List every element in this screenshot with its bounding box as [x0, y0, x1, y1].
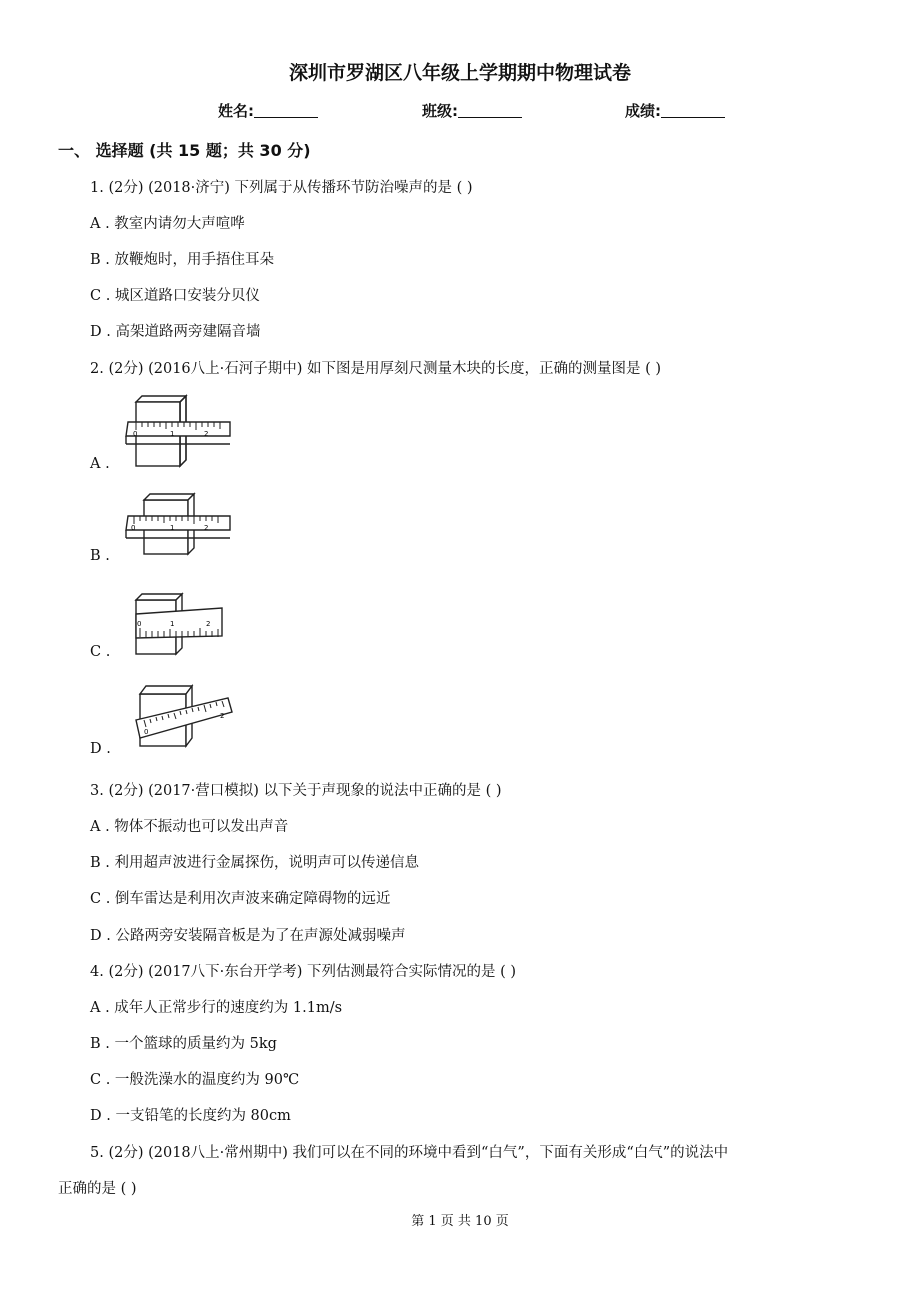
question-3-option-b[interactable]: B . 利用超声波进行金属探伤，说明声可以传递信息 — [90, 855, 419, 871]
question-2-stem: 2. (2分) (2016八上·石河子期中) 如下图是用厚刻尺测量木块的长度，正确的测量图是 ( ) — [90, 361, 662, 377]
section-heading: 一、 选择题 (共 15 题；共 30 分) — [58, 141, 311, 160]
question-3-stem: 3. (2分) (2017·营口模拟) 以下关于声现象的说法中正确的是 ( ) — [90, 783, 502, 799]
tick-label: 0 — [131, 524, 136, 532]
question-1-stem: 1. (2分) (2018·济宁) 下列属于从传播环节防治噪声的是 ( ) — [90, 180, 473, 196]
question-1-option-b[interactable]: B . 放鞭炮时，用手捂住耳朵 — [90, 252, 274, 268]
question-4-option-a[interactable]: A . 成年人正常步行的速度约为 1.1m/s — [90, 1000, 343, 1016]
ruler-figure-d — [128, 682, 238, 752]
class-field[interactable] — [422, 100, 522, 121]
tick-label: 2 — [204, 524, 209, 532]
tick-label: 2 — [204, 430, 209, 438]
tick-label: 0 — [137, 620, 142, 628]
question-5-stem-continued: 正确的是 ( ) — [58, 1181, 137, 1197]
question-3-option-a[interactable]: A . 物体不振动也可以发出声音 — [90, 819, 289, 835]
question-2-option-b[interactable]: B . — [90, 548, 110, 564]
question-5-stem: 5. (2分) (2018八上·常州期中) 我们可以在不同的环境中看到“白气”，下面有关形成“白气”的说法中 — [90, 1145, 729, 1161]
question-1-option-a[interactable]: A . 教室内请勿大声喧哗 — [90, 216, 245, 232]
question-4-option-c[interactable]: C . 一般洗澡水的温度约为 90℃ — [90, 1072, 300, 1088]
name-blank[interactable] — [254, 103, 318, 118]
name-field[interactable] — [218, 100, 318, 121]
tick-label: 2 — [220, 712, 225, 720]
question-3-option-c[interactable]: C . 倒车雷达是利用次声波来确定障碍物的远近 — [90, 891, 391, 907]
tick-label: 0 — [144, 728, 149, 736]
tick-label: 1 — [170, 524, 175, 532]
question-4-stem: 4. (2分) (2017八下·东台开学考) 下列估测最符合实际情况的是 ( ) — [90, 964, 517, 980]
tick-label: 0 — [133, 430, 138, 438]
question-1-option-c[interactable]: C . 城区道路口安装分贝仪 — [90, 288, 260, 304]
class-label: 班级: — [422, 102, 458, 120]
ruler-figure-a — [118, 392, 238, 472]
question-2-option-c[interactable]: C . — [90, 644, 111, 660]
ruler-figure-b — [118, 490, 238, 562]
ruler-figure-c — [126, 588, 236, 660]
question-2-option-d[interactable]: D . — [90, 741, 111, 757]
page-footer: 第 1 页 共 10 页 — [411, 1214, 509, 1229]
tick-label: 1 — [170, 430, 175, 438]
score-blank[interactable] — [661, 103, 725, 118]
question-1-option-d[interactable]: D . 高架道路两旁建隔音墙 — [90, 324, 261, 340]
name-label: 姓名: — [218, 102, 254, 120]
score-label: 成绩: — [625, 102, 661, 120]
question-4-option-d[interactable]: D . 一支铅笔的长度约为 80cm — [90, 1108, 291, 1124]
page-title: 深圳市罗湖区八年级上学期期中物理试卷 — [288, 62, 631, 84]
question-3-option-d[interactable]: D . 公路两旁安装隔音板是为了在声源处减弱噪声 — [90, 928, 406, 944]
question-2-option-a[interactable]: A . — [90, 456, 110, 472]
question-4-option-b[interactable]: B . 一个篮球的质量约为 5kg — [90, 1036, 277, 1052]
tick-label: 1 — [170, 620, 175, 628]
score-field[interactable] — [625, 100, 725, 121]
tick-label: 2 — [206, 620, 211, 628]
class-blank[interactable] — [458, 103, 522, 118]
